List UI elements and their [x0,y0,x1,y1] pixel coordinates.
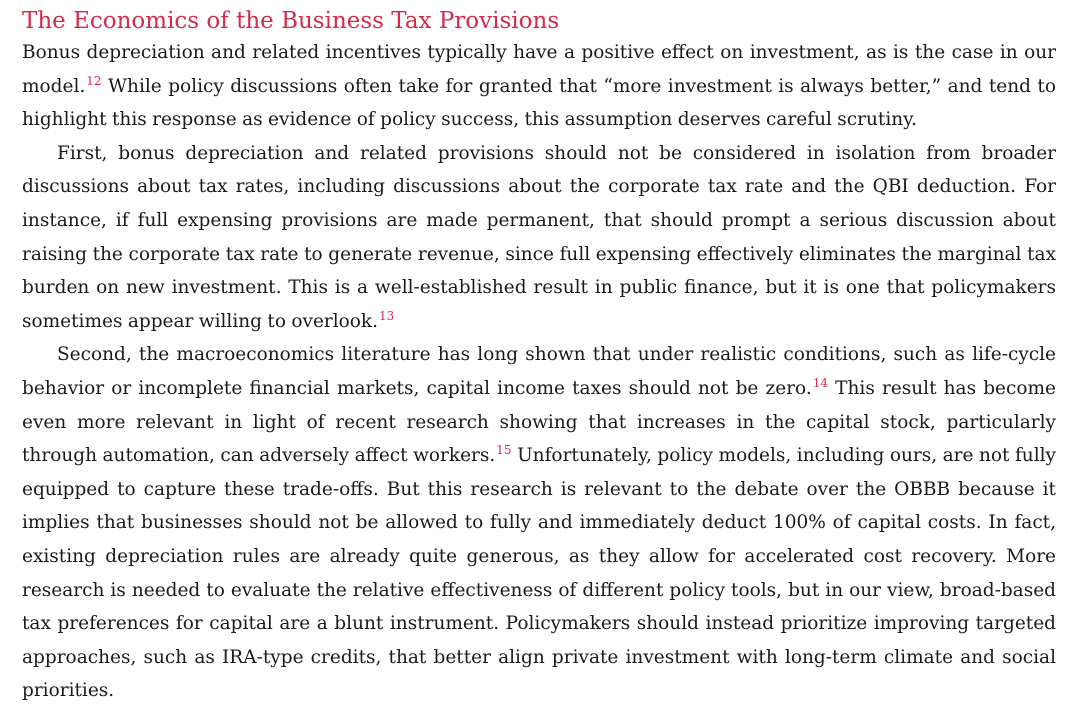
paragraph-first [22,137,1056,339]
footnote-marker-15[interactable]: 15 [496,443,512,458]
paragraph-text: Second, the macroeconomics literature has long shown that under realistic conditions, such as life-cycle behavior or incomplete financial markets, capital income taxes should not be zero. [22,344,1056,399]
footnote-marker-14[interactable]: 14 [812,375,829,390]
paragraph-text: Unfortunately, policy models, including ours, are not fully equipped to capture these trade-offs. But this research is relevant to the debate over the OBBB because it implies that businesses should not be allowed to fully and immediately deduct 100% of capital costs. In fact, existing depreciation rules are already quite generous, as they allow for accelerated cost recovery. More research is needed to evaluate the relative effectiveness of different policy tools, but in our view, broad-based tax preferences for capital are a blunt instrument. Policymakers should instead prioritize improving targeted approaches, such as IRA-type credits, that better align private investment with long-term climate and social priorities. [22,445,1057,702]
paragraph-text: This result has become even more relevant in light of recent research showing that increases in the capital stock, particularly through automation, can adversely affect workers. [22,377,1056,467]
footnote-marker-13[interactable]: 13 [379,308,395,323]
section-title: The Economics of the Business Tax Provisions [22,8,560,34]
paragraph-intro [22,36,1056,137]
document-page [22,0,1056,708]
paragraph-text: Bonus depreciation and related incentives typically have a positive effect on investment, as is the case in our model. [22,42,1056,97]
paragraph-text: While policy discussions often take for granted that “more investment is always better,” and tend to highlight this response as evidence of policy success, this assumption deserves careful scrutiny. [22,75,1056,131]
paragraph-second [22,338,1056,708]
footnote-marker-12[interactable]: 12 [86,73,102,88]
paragraph-text: First, bonus depreciation and related provisions should not be considered in isolation from broader discussions about tax rates, including discussions about the corporate tax rate and the QBI deduction. For instance, if full expensing provisions are made permanent, that should prompt a serious discussion about raising the corporate tax rate to generate revenue, since full expensing effectively eliminates the marginal tax burden on new investment. This is a well-established result in public finance, but it is one that policymakers sometimes appear willing to overlook. [22,142,1056,332]
